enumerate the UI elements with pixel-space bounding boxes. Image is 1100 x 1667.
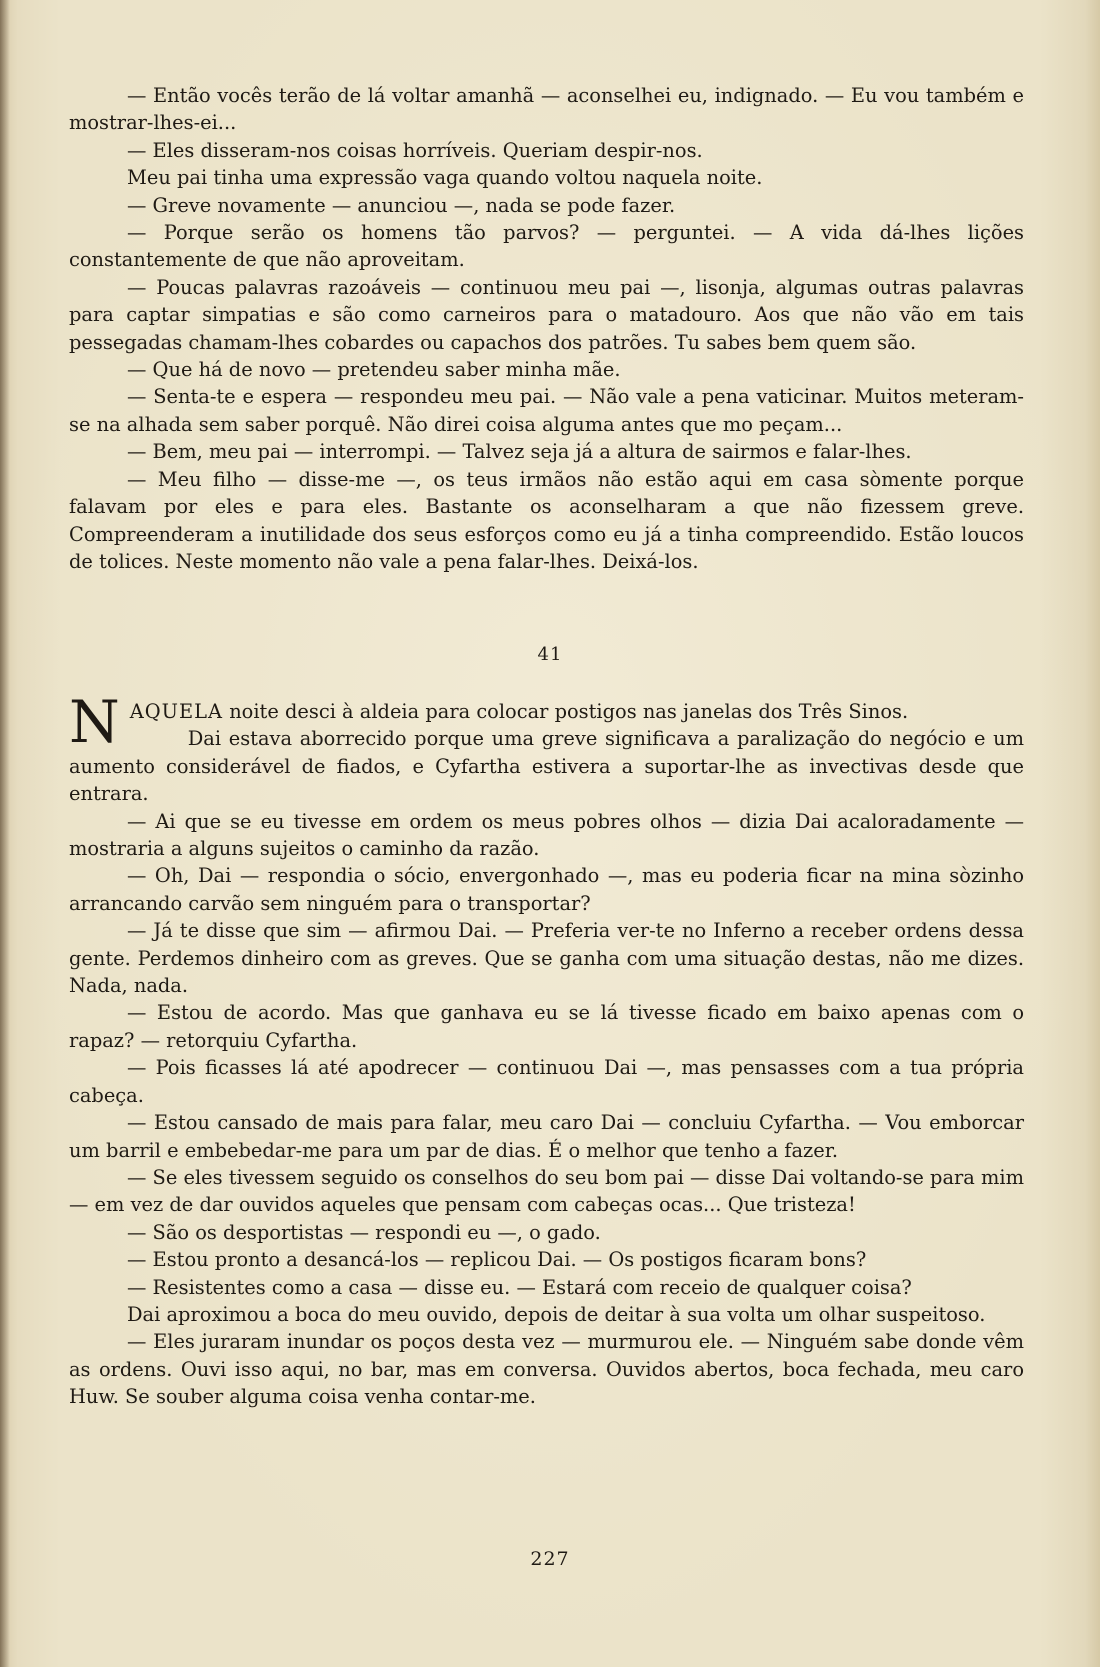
paragraph: — Meu filho — disse-me —, os teus irmãos não estão aqui em casa sòmente porque falavam por eles e para eles. Bastante os aconselharam a que não fizessem greve. Compreenderam a inutilidade dos seus esforços como eu já a tinha compreendido. Estão loucos de tolices. Neste momento não vale a pena falar-lhes. Deixá-los. xyxy=(69,467,1024,573)
page-number: 227 xyxy=(530,1548,570,1570)
paragraph: — Que há de novo — pretendeu saber minha mãe. xyxy=(127,358,621,382)
binding-shadow xyxy=(0,0,10,1667)
paragraph: Dai aproximou a boca do meu ouvido, depois de deitar à sua volta um olhar suspeitoso. xyxy=(127,1302,986,1326)
chapter-opening-text: noite desci à aldeia para colocar postigos nas janelas dos Três Sinos. xyxy=(223,700,909,723)
paragraph: — Pois ficasses lá até apodrecer — continuou Dai —, mas pensasses com a tua própria cabeça. xyxy=(69,1056,1024,1107)
paragraph: — Bem, meu pai — interrompi. — Talvez seja já a altura de sairmos e falar-lhes. xyxy=(127,440,912,464)
paragraph: — Resistentes como a casa — disse eu. — Estará com receio de qualquer coisa? xyxy=(127,1275,912,1299)
paragraph: — Poucas palavras razoáveis — continuou meu pai —, lisonja, algumas outras palavras para captar simpatias e são como carneiros para o matadouro. Aos que não vão em tais pessegadas chamam-lhes cobardes ou capachos dos patrões. Tu sabes bem quem são. xyxy=(69,275,1024,354)
paragraph: — Ai que se eu tivesse em ordem os meus pobres olhos — dizia Dai acaloradamente — mostraria a alguns sujeitos o caminho da razão. xyxy=(69,809,1024,861)
paragraph: — Então vocês terão de lá voltar amanhã — aconselhei eu, indignado. — Eu vou também e mostrar-lhes-ei... xyxy=(69,84,1024,135)
paragraph: — Greve novamente — anunciou —, nada se pode fazer. xyxy=(127,193,676,217)
chapter-opening-paragraph xyxy=(69,688,1024,756)
paragraph: — Já te disse que sim — afirmou Dai. — Preferia ver-te no Inferno a receber ordens dessa gente. Perdemos dinheiro com as greves. Que se ganha com uma situação destas, não me dizes. Nada, nada. xyxy=(69,919,1024,998)
paragraph: — Porque serão os homens tão parvos? — perguntei. — A vida dá-lhes lições constantemente de que não aproveitam. xyxy=(69,221,1024,272)
paragraph: — Estou de acordo. Mas que ganhava eu se lá tivesse ficado em baixo apenas com o rapaz? — retorquiu Cyfartha. xyxy=(69,1001,1024,1052)
paragraph: — Eles disseram-nos coisas horríveis. Queriam despir-nos. xyxy=(127,138,703,162)
paragraph: — Oh, Dai — respondia o sócio, envergonhado —, mas eu poderia ficar na mina sòzinho arrancando carvão sem ninguém para o transportar? xyxy=(69,864,1024,915)
paragraph: Meu pai tinha uma expressão vaga quando voltou naquela noite. xyxy=(127,166,763,190)
paragraph: — São os desportistas — respondi eu —, o gado. xyxy=(127,1220,601,1244)
chapter-number: 41 xyxy=(537,644,563,665)
paragraph: — Se eles tivessem seguido os conselhos do seu bom pai — disse Dai voltando-se para mim — em vez de dar ouvidos aqueles que pensam com cabeças ocas... Que tristeza! xyxy=(69,1165,1024,1217)
text-block-previous-chapter xyxy=(69,82,1024,575)
paragraph: — Eles juraram inundar os poços desta vez — murmurou ele. — Ninguém sabe donde vêm as ordens. Ouvi isso aqui, no bar, mas em conversa. Ouvidos abertos, boca fechada, meu caro Huw. Se souber alguma coisa venha contar-me. xyxy=(69,1330,1024,1409)
paragraph: — Senta-te e espera — respondeu meu pai. — Não vale a pena vaticinar. Muitos meteram-se na alhada sem saber porquê. Não direi coisa alguma antes que mo peçam... xyxy=(69,385,1024,436)
chapter-lead-word: AQUELA xyxy=(129,700,224,723)
paragraph: — Estou pronto a desancá-los — replicou Dai. — Os postigos ficaram bons? xyxy=(127,1248,867,1272)
paragraph: Dai estava aborrecido porque uma greve significava a paralização do negócio e um aumento considerável de fiados, e Cyfartha estivera a suportar-lhe as invectivas desde que entrara. xyxy=(69,727,1024,806)
drop-cap-letter: N xyxy=(69,688,120,756)
text-block-chapter-41 xyxy=(69,688,1024,1411)
paragraph: — Estou cansado de mais para falar, meu caro Dai — concluiu Cyfartha. — Vou emborcar um barril e embebedar-me para um par de dias. É o melhor que tenho a fazer. xyxy=(69,1111,1024,1162)
